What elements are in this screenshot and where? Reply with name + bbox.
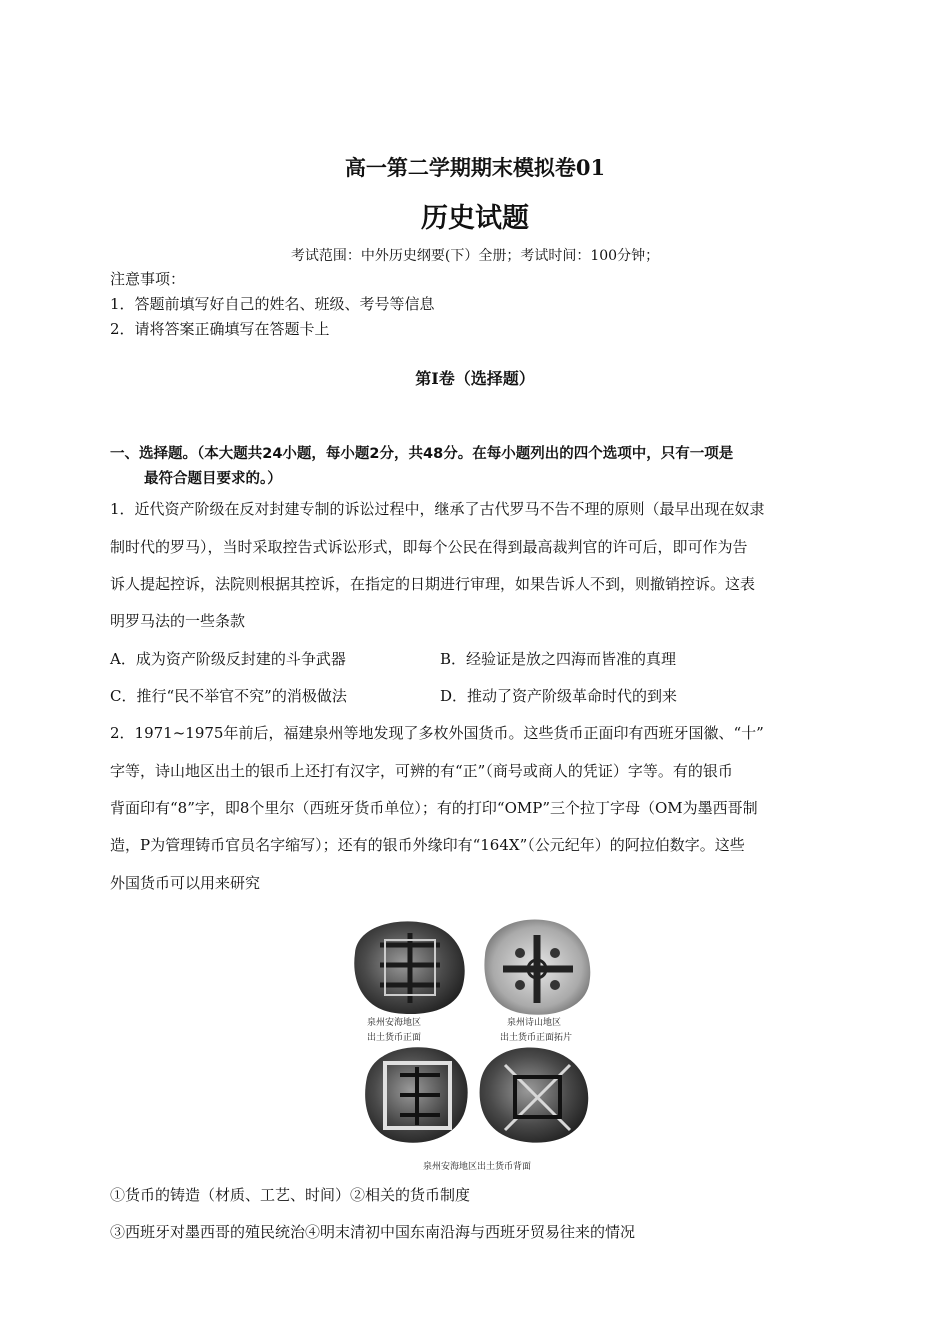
section-heading: 一、选择题。（本大题共24小题，每小题2分，共48分。在每小题列出的四个选项中，只有一项是 bbox=[110, 446, 734, 462]
q1-text-line: 制时代的罗马），当时采取控告式诉讼形式，即每个公民在得到最高裁判官的许可后，即可作为告 bbox=[110, 538, 748, 556]
coin-back-anhai-2 bbox=[480, 1048, 589, 1143]
q1-text-line: 明罗马法的一些条款 bbox=[110, 612, 246, 630]
notes-item: 1．答题前填写好自己的姓名、班级、考号等信息 bbox=[110, 295, 435, 313]
exam-subject: 历史试题 bbox=[421, 203, 529, 234]
caption-coin-front-line2: 出土货币正面 bbox=[367, 1033, 422, 1043]
coin-rubbing-shishan bbox=[484, 919, 590, 1014]
caption-coin-back: 泉州安海地区出土货币背面 bbox=[423, 1162, 532, 1172]
exam-title: 高一第二学期期末模拟卷01 bbox=[344, 155, 606, 180]
notes-heading: 注意事项： bbox=[110, 270, 186, 288]
coin-back-anhai-1 bbox=[365, 1047, 468, 1142]
q2-choice-line: ③西班牙对墨西哥的殖民统治④明末清初中国东南沿海与西班牙贸易往来的情况 bbox=[110, 1223, 636, 1241]
coin-figure bbox=[345, 915, 600, 1175]
q1-option-c[interactable]: C．推行“民不举官不究”的消极做法 bbox=[110, 687, 347, 705]
notes-item: 2．请将答案正确填写在答题卡上 bbox=[110, 320, 330, 338]
q2-text-line: 字等，诗山地区出土的银币上还打有汉字，可辨的有“正”（商号或商人的凭证）字等。有的银币 bbox=[110, 762, 733, 780]
q1-text-line: 1．近代资产阶级在反对封建专制的诉讼过程中，继承了古代罗马不告不理的原则（最早出现在奴隶 bbox=[110, 500, 765, 518]
q1-option-d[interactable]: D．推动了资产阶级革命时代的到来 bbox=[440, 687, 678, 705]
q1-option-b[interactable]: B．经验证是放之四海而皆准的真理 bbox=[440, 650, 677, 668]
caption-coin-rubbing-line1: 泉州诗山地区 bbox=[507, 1018, 562, 1028]
exam-scope: 考试范围：中外历史纲要(下）全册；考试时间：100分钟； bbox=[290, 248, 660, 264]
coin-front-anhai bbox=[354, 921, 464, 1014]
caption-coin-front-line1: 泉州安海地区 bbox=[367, 1018, 422, 1028]
q2-text-line: 造，P为管理铸币官员名字缩写）；还有的银币外缘印有“164X”（公元纪年）的阿拉伯数字。这些 bbox=[110, 836, 745, 854]
caption-coin-rubbing-line2: 出土货币正面拓片 bbox=[500, 1033, 573, 1043]
q2-text-line: 背面印有“8”字，即8个里尔（西班牙货币单位）；有的打印“OMP”三个拉丁字母（OM为墨西哥制 bbox=[110, 799, 758, 817]
q1-text-line: 诉人提起控诉，法院则根据其控诉，在指定的日期进行审理，如果告诉人不到，则撤销控诉。这表 bbox=[110, 575, 756, 593]
coin-illustration bbox=[345, 915, 600, 1175]
volume-heading: 第I卷（选择题） bbox=[415, 369, 535, 388]
q2-text-line: 外国货币可以用来研究 bbox=[110, 874, 261, 892]
q2-choice-line: ①货币的铸造（材质、工艺、时间）②相关的货币制度 bbox=[110, 1186, 471, 1204]
section-heading-cont: 最符合题目要求的。） bbox=[144, 471, 282, 487]
q1-option-a[interactable]: A．成为资产阶级反封建的斗争武器 bbox=[110, 650, 346, 668]
q2-text-line: 2．1971~1975年前后，福建泉州等地发现了多枚外国货币。这些货币正面印有西班牙国徽、“十” bbox=[110, 724, 764, 742]
